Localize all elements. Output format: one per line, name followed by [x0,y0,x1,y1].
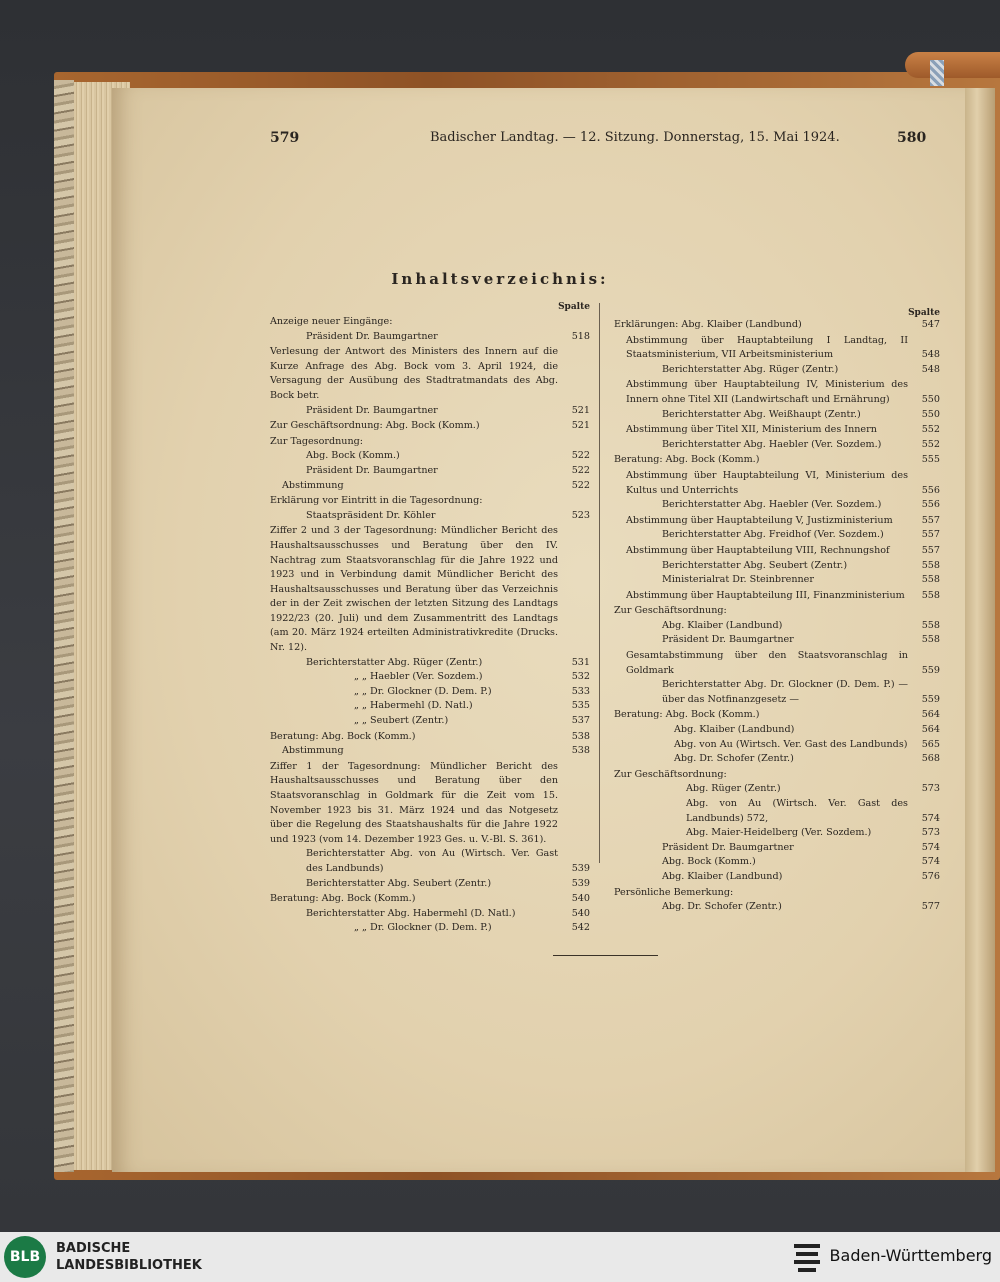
entry-column-number: 573 [921,783,940,795]
entry-column-number: 558 [921,559,940,571]
entry-text: Verlesung der Antwort des Ministers des Innern auf die Kurze Anfrage des Abg. Bock vom 3. April 1924, die Versagung der Ausübung des Stadtratmandats des Abg. Bock betr. [270,346,558,401]
left-entry [258,907,590,922]
entry-text: Präsident Dr. Baumgartner [306,330,438,342]
right-entry [614,797,940,826]
entry-text: Persönliche Bemerkung: [614,886,734,898]
right-entry [614,855,940,870]
right-entry [614,841,940,856]
entry-column-number: 557 [921,544,940,556]
entry-column-number: 547 [921,319,940,330]
left-entry [258,892,590,907]
column-head-right: Spalte [908,308,940,318]
left-entry [258,345,590,403]
entry-text: „ „ Habermehl (D. Natl.) [354,700,473,712]
entry-text: Beratung: Abg. Bock (Komm.) [614,454,760,466]
left-entry [258,449,590,464]
column-divider [599,303,600,863]
entry-column-number: 558 [921,634,940,646]
page-number-right: 580 [897,130,927,146]
right-entry [614,363,940,378]
entry-text: Berichterstatter Abg. Freidhof (Ver. Sozdem.) [662,529,884,541]
left-entry [258,847,590,876]
library-name[interactable] [56,1240,202,1274]
entry-column-number: 573 [921,827,940,839]
entry-column-number: 558 [921,574,940,586]
entry-text: Beratung: Abg. Bock (Komm.) [614,709,760,721]
end-rule [553,955,658,956]
entry-column-number: 555 [921,454,940,466]
left-entry [258,744,590,759]
left-entry [258,699,590,714]
entry-column-number: 532 [571,671,590,683]
left-entry [258,404,590,419]
right-entry [614,826,940,841]
entry-text: Präsident Dr. Baumgartner [662,841,794,853]
entry-text: Gesamtabstimmung über den Staatsvoranschlag in Goldmark [626,650,908,676]
right-entry [614,678,940,707]
toc-column-right [614,306,940,915]
right-entry [614,438,940,453]
entry-text: Ziffer 2 und 3 der Tagesordnung: Mündlicher Bericht des Haushaltsausschusses und Beratung über den IV. Nachtrag zum Staatsvoranschlag für die Jahre 1922 und 1923 und in Verbindung damit Mündlicher Bericht des Haushaltsausschusses und Beratung über das Verzeichnis der in der Zeit zwischen der letzten Sitzung des Landtags 1922/23 (20. Juli) und dem Zusammentritt des Landtags (am 20. März 1924 erteilten Administrativkredite (Drucks. Nr. 12). [270,525,558,654]
entry-text: Berichterstatter Abg. Rüger (Zentr.) [662,363,839,375]
left-entry [258,921,590,936]
entry-column-number: 533 [571,685,590,697]
right-entry [614,408,940,423]
left-entry [258,479,590,494]
right-entry [614,886,940,901]
toc-column-left [258,300,590,936]
right-entry [614,782,940,797]
entry-column-number: 537 [571,715,590,727]
entry-text: Berichterstatter Abg. Rüger (Zentr.) [306,656,483,668]
entry-text: Abg. Klaiber (Landbund) [662,870,783,882]
blb-logo[interactable]: BLB [4,1236,46,1278]
entry-column-number: 559 [921,693,940,705]
right-entry [614,453,940,468]
entry-column-number: 540 [571,907,590,919]
entry-text: Berichterstatter Abg. Seubert (Zentr.) [306,877,492,889]
entry-text: Staatspräsident Dr. Köhler [306,509,436,521]
entry-column-number: 523 [571,509,590,521]
left-entry [258,315,590,330]
entry-text: Berichterstatter Abg. Dr. Glockner (D. Dem. P.) — über das Notfinanzgesetz — [662,679,908,705]
left-entry [258,435,590,450]
entry-text: „ „ Dr. Glockner (D. Dem. P.) [354,922,492,934]
left-entry [258,494,590,509]
entry-column-number: 564 [921,724,940,736]
entry-text: Zur Geschäftsordnung: [614,605,727,617]
entry-text: Ziffer 1 der Tagesordnung: Mündlicher Bericht des Haushaltsausschusses und Beratung über den Staatsvoranschlag in Goldmark für die Zeit vom 15. November 1923 bis 31. März 1924 und das Notgesetz über die Regelung des Staatshaushalts für die Jahre 1922 und 1923 (vom 14. Dezember 1923 Ges. u. V.-Bl. S. 361). [270,760,558,845]
left-entry [258,730,590,745]
left-entry [258,877,590,892]
entry-column-number: 564 [921,709,940,721]
entry-column-number: 522 [571,464,590,476]
left-entry [258,509,590,524]
state-name[interactable]: Baden-Württemberg [829,1246,992,1265]
right-entry [614,604,940,619]
right-entry [614,589,940,604]
entry-column-number: 521 [571,420,590,432]
entry-text: Abstimmung über Hauptabteilung III, Finanzministerium [626,589,905,601]
entry-text: Zur Geschäftsordnung: [614,768,727,780]
entry-text: Berichterstatter Abg. Habermehl (D. Natl.) [306,907,516,919]
entry-text: Abg. Dr. Schofer (Zentr.) [674,753,794,765]
entry-column-number: 539 [571,877,590,889]
right-entry [614,870,940,885]
right-entry [614,738,940,753]
left-entry [258,714,590,729]
entry-text: Erklärung vor Eintritt in die Tagesordnung: [270,495,483,507]
right-entry [614,469,940,498]
entry-text: Zur Tagesordnung: [270,435,364,447]
right-entry [614,708,940,723]
entry-text: „ „ Seubert (Zentr.) [354,715,449,727]
right-entry [614,378,940,407]
entry-text: Abg. Bock (Komm.) [306,450,400,462]
right-entry [614,752,940,767]
entry-text: Berichterstatter Abg. Haebler (Ver. Sozdem.) [662,499,882,511]
entry-column-number: 552 [921,424,940,436]
entry-text: Abstimmung über Titel XII, Ministerium des Innern [626,424,877,436]
entry-text: Abg. von Au (Wirtsch. Ver. Gast des Landbunds) 572, [686,798,908,824]
right-entry [614,544,940,559]
state-crest-icon [790,1238,824,1276]
right-entry [614,528,940,543]
entry-text: Beratung: Abg. Bock (Komm.) [270,730,416,742]
entry-column-number: 535 [571,700,590,712]
entry-column-number: 559 [921,664,940,676]
entry-text: Berichterstatter Abg. von Au (Wirtsch. Ver. Gast des Landbunds) [306,848,558,874]
entry-column-number: 574 [921,841,940,853]
entry-text: Abstimmung über Hauptabteilung IV, Ministerium des Innern ohne Titel XII (Landwirtschaft und Ernährung) [626,379,908,405]
toc-title: Inhaltsverzeichnis: [391,270,609,288]
entry-column-number: 558 [921,589,940,601]
entry-text: Abstimmung über Hauptabteilung V, Justizministerium [626,514,893,526]
color-tape [930,60,944,86]
entry-column-number: 518 [571,330,590,342]
entry-column-number: 557 [921,514,940,526]
entry-text: Abg. Dr. Schofer (Zentr.) [662,901,782,913]
left-entry [258,656,590,671]
entry-column-number: 556 [921,484,940,496]
entry-column-number: 548 [921,363,940,375]
library-line-2: LANDESBIBLIOTHEK [56,1258,202,1273]
entry-text: Abg. Rüger (Zentr.) [686,783,781,795]
entry-column-number: 574 [921,856,940,868]
entry-column-number: 550 [921,408,940,420]
right-entry [614,514,940,529]
right-entry [614,649,940,678]
entry-text: Abstimmung [282,745,344,757]
marbled-edge [54,80,74,1172]
entry-column-number: 538 [571,730,590,742]
entry-text: Abg. von Au (Wirtsch. Ver. Gast des Landbunds) [674,738,908,750]
entry-text: Anzeige neuer Eingänge: [270,316,393,327]
left-entry [258,464,590,479]
column-head-left: Spalte [558,302,590,312]
entry-column-number: 550 [921,393,940,405]
entry-text: Berichterstatter Abg. Weißhaupt (Zentr.) [662,408,861,420]
entry-text: Abstimmung [282,479,344,491]
entry-column-number: 538 [571,745,590,757]
entry-text: Berichterstatter Abg. Haebler (Ver. Sozdem.) [662,438,882,450]
entry-text: Abg. Klaiber (Landbund) [674,724,795,736]
entry-text: Abstimmung über Hauptabteilung I Landtag, II Staatsministerium, VII Arbeitsministerium [626,334,908,361]
left-entry [258,330,590,345]
page-number-left: 579 [270,130,300,146]
right-entry [614,900,940,915]
right-entry [614,559,940,574]
entry-column-number: 557 [921,529,940,541]
left-entries [258,315,590,936]
right-entry [614,573,940,588]
entry-text: „ „ Dr. Glockner (D. Dem. P.) [354,685,492,697]
left-entry [258,419,590,434]
entry-column-number: 577 [921,901,940,913]
entry-text: Präsident Dr. Baumgartner [306,404,438,416]
right-entry [614,619,940,634]
right-page-edge [965,88,995,1172]
entry-column-number: 556 [921,499,940,511]
entry-column-number: 539 [571,862,590,874]
entry-text: Zur Geschäftsordnung: Abg. Bock (Komm.) [270,420,480,432]
right-entry [614,318,940,333]
entry-text: Präsident Dr. Baumgartner [306,464,438,476]
right-entry [614,723,940,738]
entry-text: Abstimmung über Hauptabteilung VIII, Rechnungshof [626,544,890,556]
entry-column-number: 552 [921,438,940,450]
entry-text: Beratung: Abg. Bock (Komm.) [270,893,416,905]
entry-text: Abg. Bock (Komm.) [662,856,756,868]
entry-column-number: 558 [921,619,940,631]
entry-column-number: 522 [571,479,590,491]
right-entry [614,633,940,648]
right-entries [614,318,940,915]
entry-column-number: 574 [921,812,940,824]
entry-column-number: 542 [571,922,590,934]
left-entry [258,670,590,685]
library-line-1: BADISCHE [56,1241,131,1256]
running-title: Badischer Landtag. — 12. Sitzung. Donnerstag, 15. Mai 1924. [430,130,840,145]
left-entry [258,685,590,700]
right-entry [614,334,940,363]
entry-column-number: 568 [921,753,940,765]
entry-column-number: 540 [571,893,590,905]
entry-column-number: 531 [571,656,590,668]
entry-column-number: 565 [921,738,940,750]
entry-text: „ „ Haebler (Ver. Sozdem.) [354,671,483,683]
entry-column-number: 548 [921,349,940,361]
entry-text: Berichterstatter Abg. Seubert (Zentr.) [662,559,848,571]
entry-text: Ministerialrat Dr. Steinbrenner [662,574,814,586]
entry-column-number: 576 [921,870,940,882]
entry-text: Abg. Maier-Heidelberg (Ver. Sozdem.) [686,827,872,839]
entry-text: Abg. Klaiber (Landbund) [662,619,783,631]
entry-text: Abstimmung über Hauptabteilung VI, Ministerium des Kultus und Unterrichts [626,469,908,496]
right-entry [614,498,940,513]
entry-column-number: 522 [571,450,590,462]
right-entry [614,768,940,783]
entry-text: Erklärungen: Abg. Klaiber (Landbund) [614,319,802,330]
left-entry [258,760,590,848]
right-entry [614,423,940,438]
entry-text: Präsident Dr. Baumgartner [662,634,794,646]
bookmark-ribbon [905,52,1000,78]
left-entry [258,524,590,655]
entry-column-number: 521 [571,404,590,416]
